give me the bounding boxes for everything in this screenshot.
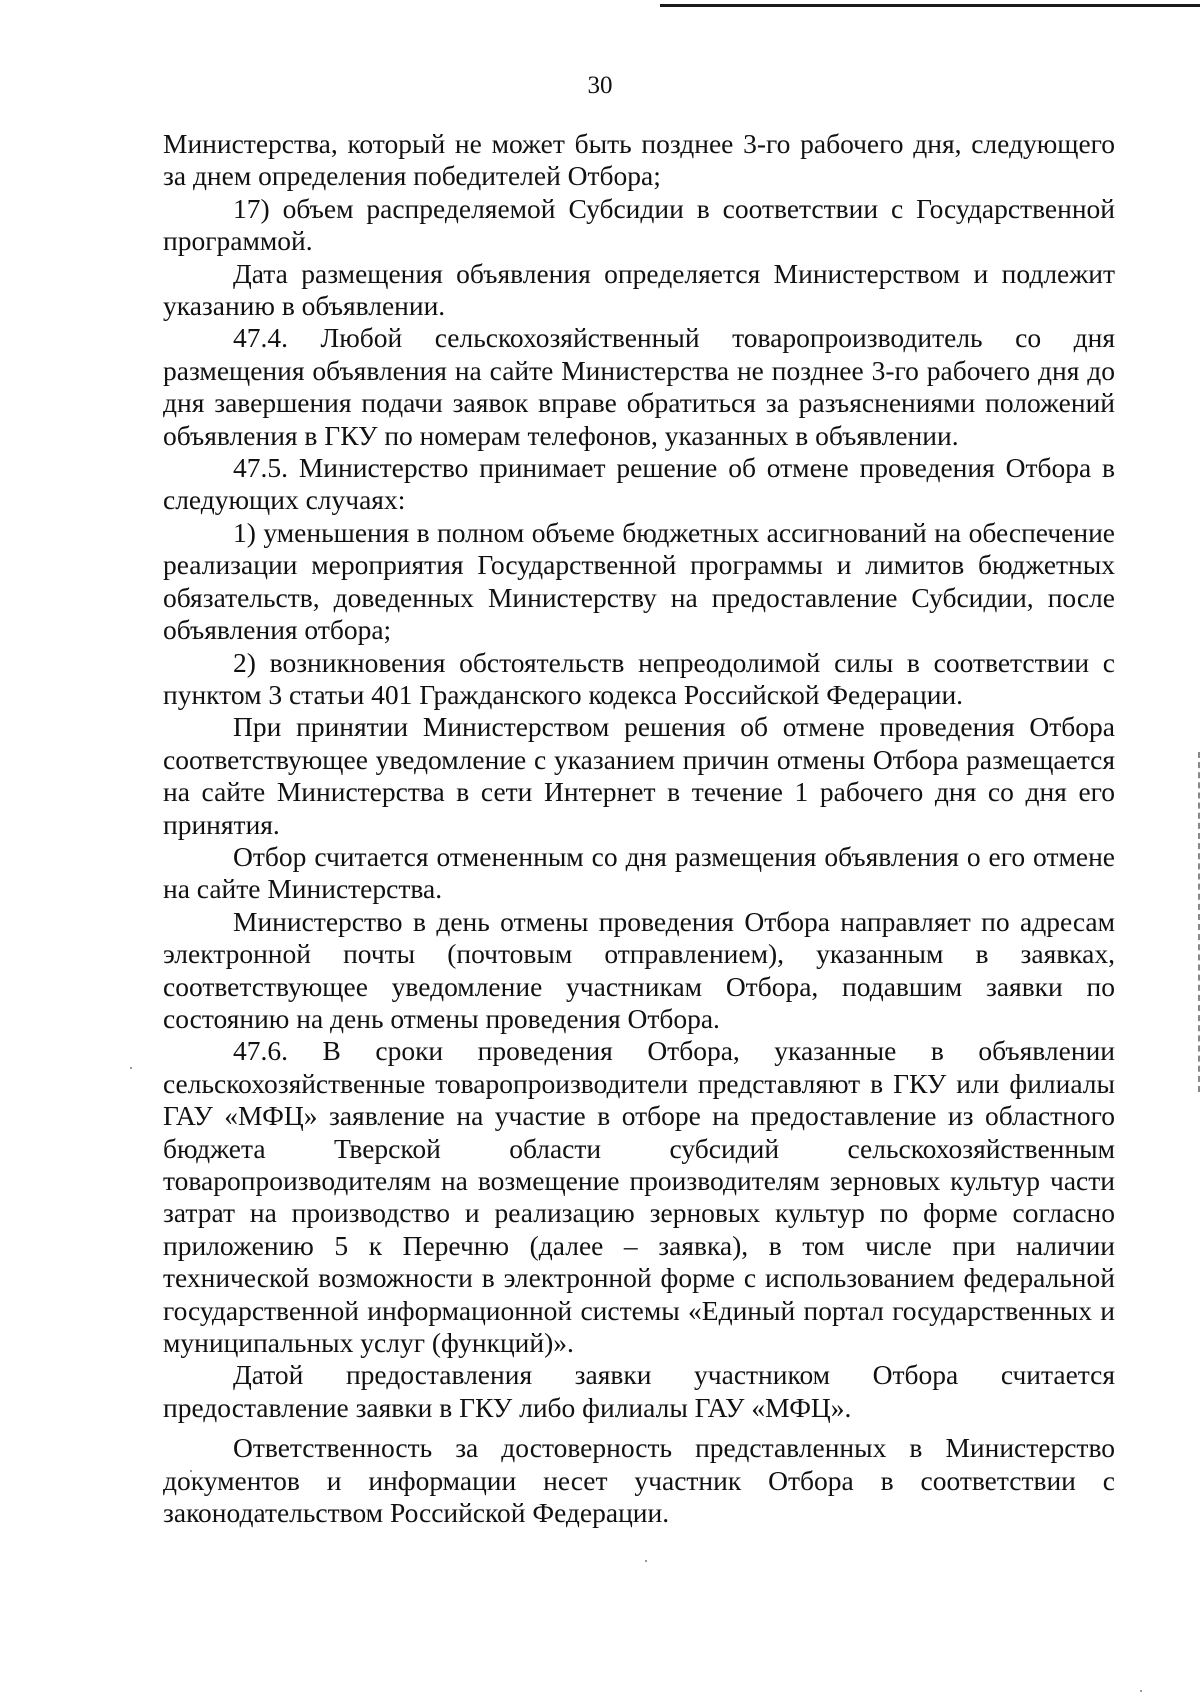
- paragraph-responsibility: Ответственность за достоверность представленных в Министерство документов и информации несет участник Отбора в соответствии с законодательством Российской Федерации.: [163, 1432, 1115, 1529]
- scan-speck: [130, 1067, 132, 1069]
- list-item-2: 2) возникновения обстоятельств непреодолимой силы в соответствии с пунктом 3 статьи 401 Гражданского кодекса Российской Федерации.: [163, 646, 1115, 710]
- document-body: [163, 128, 1115, 1529]
- clause-47-4: 47.4. Любой сельскохозяйственный товаропроизводитель со дня размещения объявления на сайте Министерства не позднее 3-го рабочего дня до дня завершения подачи заявок вправе обратиться за разъяснениями положений объявления в ГКУ по номерам телефонов, указанных в объявлении.: [163, 322, 1115, 451]
- paragraph-cancellation-effective: Отбор считается отмененным со дня размещения объявления о его отмене на сайте Министерства.: [163, 840, 1115, 905]
- scan-speck: [1140, 1690, 1142, 1692]
- paragraph-continuation: Министерства, который не может быть позднее 3-го рабочего дня, следующего за днем определения победителей Отбора;: [163, 128, 1115, 192]
- paragraph-announcement-date: Дата размещения объявления определяется Министерством и подлежит указанию в объявлении.: [163, 257, 1115, 322]
- scan-edge-mark: [1196, 752, 1200, 1092]
- paragraph-cancellation-mailing: Министерство в день отмены проведения Отбора направляет по адресам электронной почты (почтовым отправлением), указанным в заявках, соответствующее уведомление участникам Отбора, подавшим заявки по состоянию на день отмены проведения Отбора.: [163, 905, 1115, 1034]
- scan-top-border: [660, 4, 1200, 7]
- list-item-17: 17) объем распределяемой Субсидии в соответствии с Государственной программой.: [163, 192, 1115, 257]
- scan-speck: [645, 1560, 647, 1562]
- clause-47-5: 47.5. Министерство принимает решение об отмене проведения Отбора в следующих случаях:: [163, 452, 1115, 516]
- clause-47-6: 47.6. В сроки проведения Отбора, указанные в объявлении сельскохозяйственные товаропроизводители представляют в ГКУ или филиалы ГАУ «МФЦ» заявление на участие в отборе на предоставление из областного бюджета Тверской области субсидий сельскохозяйственным товаропроизводителям на возмещение производителям зерновых культур части затрат на производство и реализацию зерновых культур по форме согласно приложению 5 к Перечню (далее – заявка), в том числе при наличии технической возможности в электронной форме с использованием федеральной государственной информационной системы «Единый портал государственных и муниципальных услуг (функций)».: [163, 1035, 1115, 1359]
- page-number: 30: [587, 72, 613, 99]
- paragraph-cancellation-notice: При принятии Министерством решения об отмене проведения Отбора соответствующее уведомление с указанием причин отмены Отбора размещается на сайте Министерства в сети Интернет в течение 1 рабочего дня со дня его принятия.: [163, 711, 1115, 840]
- paragraph-submission-date: Датой предоставления заявки участником Отбора считается предоставление заявки в ГКУ либо филиалы ГАУ «МФЦ».: [163, 1359, 1115, 1423]
- list-item-1: 1) уменьшения в полном объеме бюджетных ассигнований на обеспечение реализации мероприятия Государственной программы и лимитов бюджетных обязательств, доведенных Министерству на предоставление Субсидии, после объявления отбора;: [163, 516, 1115, 646]
